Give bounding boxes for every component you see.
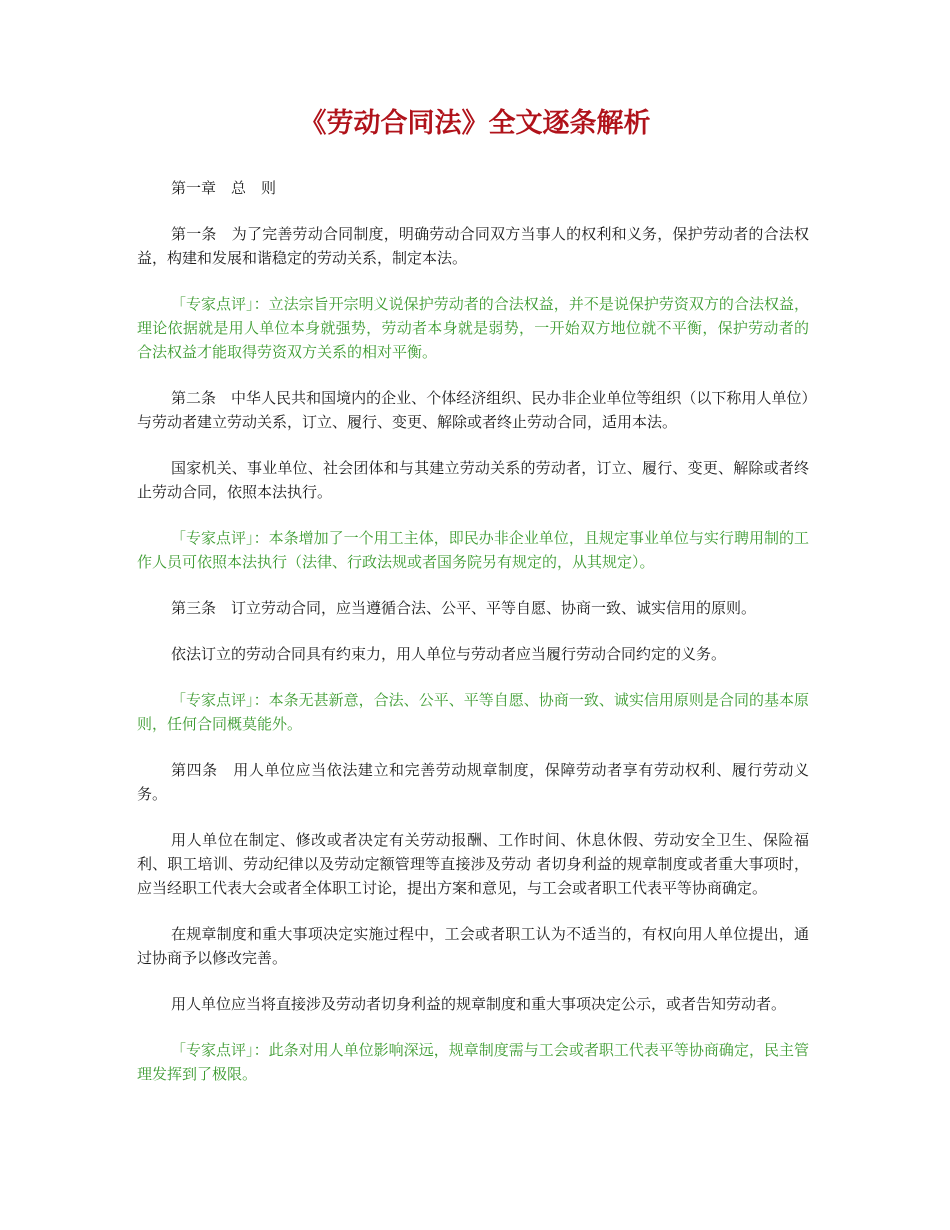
expert-comment-2: 「专家点评」：本条增加了一个用工主体，即民办非企业单位，且规定事业单位与实行聘用制的工作人员可依照本法执行（法律、行政法规或者国务院另有规定的，从其规定）。: [137, 529, 809, 571]
expert-comment-4: 「专家点评」：此条对用人单位影响深远，规章制度需与工会或者职工代表平等协商确定，民主管理发挥到了极限。: [137, 1041, 809, 1083]
chapter-heading: 第一章 总 则: [171, 179, 277, 197]
document-body: [137, 176, 809, 1108]
article-1: 第一条 为了完善劳动合同制度，明确劳动合同双方当事人的权利和义务，保护劳动者的合法权益，构建和发展和谐稳定的劳动关系，制定本法。: [137, 225, 809, 267]
expert-comment-3: 「专家点评」：本条无甚新意，合法、公平、平等自愿、协商一致、诚实信用原则是合同的基本原则，任何合同概莫能外。: [137, 691, 809, 733]
article-4-clause-3: 在规章制度和重大事项决定实施过程中，工会或者职工认为不适当的，有权向用人单位提出，通过协商予以修改完善。: [137, 925, 809, 967]
article-3: 第三条 订立劳动合同，应当遵循合法、公平、平等自愿、协商一致、诚实信用的原则。: [171, 599, 757, 617]
document-title: 《劳动合同法》全文逐条解析: [299, 108, 651, 139]
article-4-clause-2: 用人单位在制定、修改或者决定有关劳动报酬、工作时间、休息休假、劳动安全卫生、保险福利、职工培训、劳动纪律以及劳动定额管理等直接涉及劳动 者切身利益的规章制度或者重大事项时，应当经职工代表大会或者全体职工讨论，提出方案和意见，与工会或者职工代表平等协商确定。: [137, 831, 809, 897]
expert-comment-1: 「专家点评」：立法宗旨开宗明义说保护劳动者的合法权益，并不是说保护劳资双方的合法权益，理论依据就是用人单位本身就强势，劳动者本身就是弱势，一开始双方地位就不平衡，保护劳动者的合法权益才能取得劳资双方关系的相对平衡。: [137, 295, 809, 361]
article-2-clause-2: 国家机关、事业单位、社会团体和与其建立劳动关系的劳动者，订立、履行、变更、解除或者终止劳动合同，依照本法执行。: [137, 459, 809, 501]
article-3-clause-2: 依法订立的劳动合同具有约束力，用人单位与劳动者应当履行劳动合同约定的义务。: [171, 645, 727, 663]
article-2: 第二条 中华人民共和国境内的企业、个体经济组织、民办非企业单位等组织（以下称用人单位）与劳动者建立劳动关系，订立、履行、变更、解除或者终止劳动合同，适用本法。: [137, 389, 809, 431]
article-4: 第四条 用人单位应当依法建立和完善劳动规章制度，保障劳动者享有劳动权利、履行劳动义务。: [137, 761, 809, 803]
article-4-clause-4: 用人单位应当将直接涉及劳动者切身利益的规章制度和重大事项决定公示，或者告知劳动者。: [171, 995, 787, 1013]
